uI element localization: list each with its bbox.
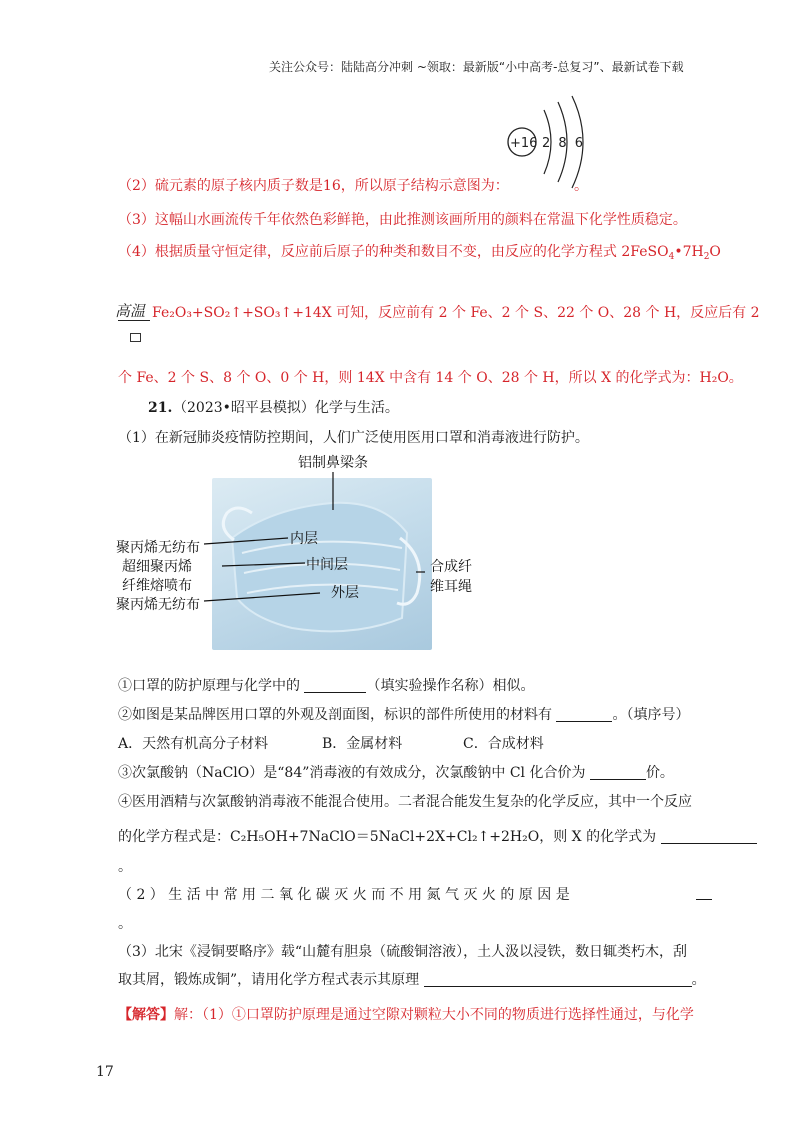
page-header: 关注公众号：陆陆高分冲刺 ~领取：最新版“小中高考-总复习”、最新试卷下载 xyxy=(269,60,684,74)
answer-tag: 【解答】 xyxy=(118,1007,174,1023)
page-number: 17 xyxy=(96,1064,114,1080)
option-c: C．合成材料 xyxy=(463,736,544,752)
question-part-3b: 取其屑，锻炼成铜”，请用化学方程式表示其原理 。 xyxy=(118,972,706,988)
label-left-1: 聚丙烯无纺布 xyxy=(116,540,200,556)
question-part-2-end: 。 xyxy=(118,916,132,932)
answer-4-text: （4）根据质量守恒定律，反应前后原子的种类和数目不变，由反应的化学方程式 $2FeSO_4•7H_2O$ xyxy=(118,244,721,262)
question-number: 21. xyxy=(148,400,173,416)
answer-section xyxy=(118,1005,694,1025)
answer-2-end: 。 xyxy=(574,178,588,194)
question-part-2: （ 2 ） 生 活 中 常 用 二 氧 化 碳 灭 火 而 不 用 氮 气 灭 火 的 原 因 是 xyxy=(118,887,570,903)
answer-blank-3[interactable] xyxy=(590,765,646,780)
answer-blank-2[interactable] xyxy=(556,707,612,722)
label-nose-strip: 铝制鼻梁条 xyxy=(298,455,368,471)
option-b: B．金属材料 xyxy=(322,736,403,752)
subq-3: ③次氯酸钠（NaClO）是“84”消毒液的有效成分，次氯酸钠中 Cl 化合价为 价。 xyxy=(118,765,674,781)
answer-text: 解：（1）①口罩防护原理是通过空隙对颗粒大小不同的物质进行选择性通过，与化学 xyxy=(174,1007,694,1023)
subq-4-end: 。 xyxy=(118,859,132,875)
label-left-4: 聚丙烯无纺布 xyxy=(116,597,200,613)
label-left-2: 超细聚丙烯 xyxy=(122,559,192,575)
subq-1: ①口罩的防护原理与化学中的 （填实验操作名称）相似。 xyxy=(118,678,535,694)
answer-4-equation-line: Fe₂O₃+SO₂↑+SO₃↑+14X 可知，反应前有 2 个 Fe、2 个 S、22 个 O、28 个 H，反应后有 2 xyxy=(152,305,760,321)
label-outer-layer: 外层 xyxy=(331,585,359,601)
answer-blank-4[interactable] xyxy=(661,829,757,844)
question-part-1: （1）在新冠肺炎疫情防控期间，人们广泛使用医用口罩和消毒液进行防护。 xyxy=(118,430,589,446)
question-title: （2023•昭平县模拟）化学与生活。 xyxy=(173,400,399,416)
label-ear-2: 维耳绳 xyxy=(430,579,472,595)
label-inner-layer: 内层 xyxy=(290,531,318,547)
subq-4-equation: 的化学方程式是：C₂H₅OH+7NaClO＝5NaCl+2X+Cl₂↑+2H₂O，则 X 的化学式为 xyxy=(118,827,757,847)
label-left-3: 纤维熔喷布 xyxy=(122,578,192,594)
answer-3-text: （3）这幅山水画流传千年依然色彩鲜艳，由此推测该画所用的颜料在常温下化学性质稳定。 xyxy=(118,212,687,228)
answer-blank-5[interactable] xyxy=(696,899,712,900)
answer-blank-6[interactable] xyxy=(424,972,692,987)
reaction-condition-label: 高温 xyxy=(115,302,146,320)
question-part-3: （3）北宋《浸铜要略序》载“山麓有胆泉（硫酸铜溶液），土人汲以浸铁，数日辄类朽木，刮 xyxy=(118,944,688,960)
answer-4-conclusion: 个 Fe、2 个 S、8 个 O、0 个 H，则 14X 中含有 14 个 O、28 个 H，所以 X 的化学式为：H₂O。 xyxy=(118,370,743,386)
answer-2-text: （2）硫元素的原子核内质子数是16，所以原子结构示意图为： xyxy=(118,178,509,194)
label-middle-layer: 中间层 xyxy=(306,557,348,573)
subq-4: ④医用酒精与次氯酸钠消毒液不能混合使用。二者混合能发生复杂的化学反应，其中一个反应 xyxy=(118,794,692,810)
answer-blank-1[interactable] xyxy=(304,678,366,693)
label-ear-1: 合成纤 xyxy=(430,559,472,575)
subq-2: ②如图是某品牌医用口罩的外观及剖面图，标识的部件所使用的材料有 。（填序号） xyxy=(118,707,690,723)
atom-shells-label: 2 8 6 xyxy=(542,136,584,151)
atom-nucleus-label: +16 xyxy=(510,136,538,151)
option-a: A．天然有机高分子材料 xyxy=(118,736,269,752)
